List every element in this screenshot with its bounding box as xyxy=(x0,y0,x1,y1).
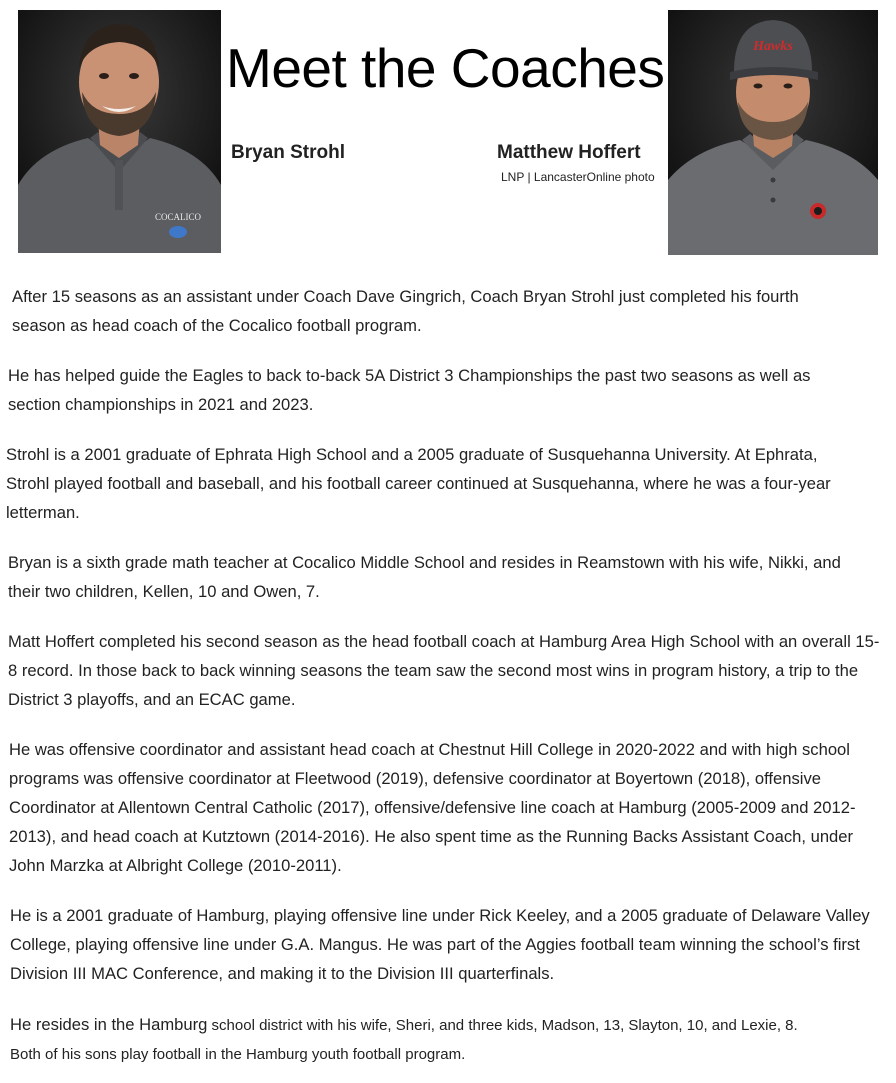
bio-paragraph-1: After 15 seasons as an assistant under Coach Dave Gingrich, Coach Bryan Strohl just completed his fourth season as head coach of the Cocalico football program. xyxy=(12,287,799,335)
coach-photo-hoffert xyxy=(668,10,878,255)
bio-paragraph-8-lead: He resides in the Hamburg xyxy=(10,1015,208,1034)
coach-photo-strohl xyxy=(18,10,221,253)
bio-paragraph-2: He has helped guide the Eagles to back to-back 5A District 3 Championships the past two seasons as well as section championships in 2021 and 2023. xyxy=(8,366,811,414)
bio-paragraph-3: Strohl is a 2001 graduate of Ephrata High School and a 2005 graduate of Susquehanna University. At Ephrata, Strohl played football and baseball, and his football career continued at Susquehanna, where he was a four-year letterman. xyxy=(6,445,831,522)
bio-paragraph-5: Matt Hoffert completed his second season as the head football coach at Hamburg Area High School with an overall 15-8 record. In those back to back winning seasons the team saw the second most wins in program history, a trip to the District 3 playoffs, and an ECAC game. xyxy=(8,632,880,709)
bio-paragraph-7: He is a 2001 graduate of Hamburg, playing offensive line under Rick Keeley, and a 2005 graduate of Delaware Valley College, playing offensive line under G.A. Mangus. He was part of the Aggies football team winning the school’s first Division III MAC Conference, and making it to the Division III quarterfinals. xyxy=(10,906,870,983)
page-title: Meet the Coaches xyxy=(226,37,665,99)
bio-paragraph-8-rest: school district with his wife, Sheri, and three kids, Madson, 13, Slayton, 10, and Lexie, 8. Both of his sons play football in the Hamburg youth football program. xyxy=(10,1017,798,1063)
cap-logo-text: Hawks xyxy=(753,39,793,54)
coach-portrait-illustration xyxy=(668,10,878,255)
bio-paragraph-4: Bryan is a sixth grade math teacher at Cocalico Middle School and resides in Reamstown with his wife, Nikki, and their two children, Kellen, 10 and Owen, 7. xyxy=(8,553,841,601)
shirt-logo-text: COCALICO xyxy=(154,212,202,222)
bio-paragraph-6: He was offensive coordinator and assistant head coach at Chestnut Hill College in 2020-2022 and with high school programs was offensive coordinator at Fleetwood (2019), defensive coordinator at Boyertown (2018), offensive Coordinator at Allentown Central Catholic (2017), offensive/defensive line coach at Hamburg (2005-2009 and 2012-2013), and head coach at Kutztown (2014-2016). He also spent time as the Running Backs Assistant Coach, under John Marzka at Albright College (2010-2011). xyxy=(9,740,856,875)
coach-name-strohl: Bryan Strohl xyxy=(231,142,346,163)
photo-credit: LNP | LancasterOnline photo xyxy=(501,170,655,184)
bio-paragraph-8 xyxy=(10,1010,830,1068)
coach-portrait-illustration xyxy=(18,10,221,253)
coach-name-hoffert: Matthew Hoffert xyxy=(497,142,641,163)
